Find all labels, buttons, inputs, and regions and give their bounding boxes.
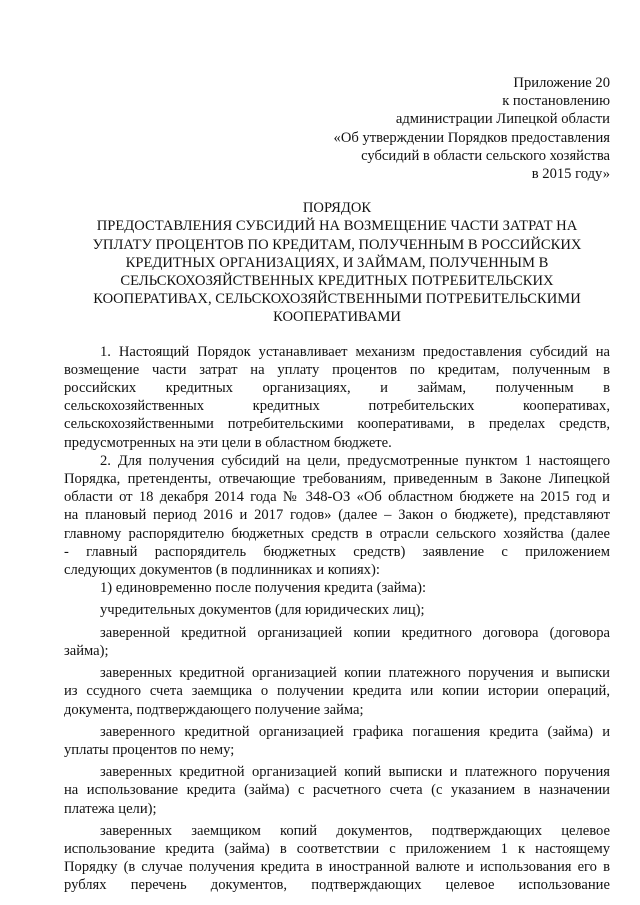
text-line: заверенного кредитной организацией графика погашения кредита (займа) и: [100, 723, 610, 740]
word: сельскохозяйственных: [64, 398, 205, 415]
paragraph-2: [64, 452, 610, 579]
word: российских: [64, 380, 137, 397]
word: документов,: [210, 877, 288, 894]
text-line: использование кредита (займа) в соответствии с приложением 1 к настоящему: [64, 840, 610, 857]
text-line: Порядка, претенденты, отвечающие требованиям, приведенным в Законе Липецкой: [64, 471, 610, 488]
document-page: [64, 74, 610, 895]
word: потребительских: [368, 398, 475, 415]
text-line: главному распорядителю бюджетных средств в отрасли сельского хозяйства (далее: [64, 525, 610, 542]
text-line-spaced: [64, 379, 610, 397]
text-line: заверенной кредитной организацией копии кредитного договора (договора: [100, 624, 610, 641]
word: подтверждающих: [311, 877, 422, 894]
title-line: СЕЛЬСКОХОЗЯЙСТВЕННЫХ КРЕДИТНЫХ ПОТРЕБИТЕЛЬСКИХ: [120, 273, 554, 290]
paragraph-1: [64, 343, 610, 452]
title-line: КРЕДИТНЫХ ОРГАНИЗАЦИЯХ, И ЗАЙМАМ, ПОЛУЧЕННЫМ В: [125, 254, 549, 271]
document-title: [64, 199, 610, 326]
word: использование: [518, 877, 610, 894]
text-line: из ссудного счета заемщика о получении кредита или копии истории операций,: [64, 683, 610, 700]
header-line: в 2015 году»: [531, 166, 610, 183]
text-line: заверенных кредитной организацией копий выписки и платежного поручения: [100, 764, 610, 781]
document-list-item: [64, 822, 610, 895]
text-line: учредительных документов (для юридических лиц);: [100, 602, 425, 619]
word: кредитных: [252, 398, 320, 415]
text-line: заверенных кредитной организацией копии платежного поручения и выписки: [100, 665, 610, 682]
text-line: документа, подтверждающего получение займа;: [64, 701, 364, 718]
header-line: субсидий в области сельского хозяйства: [361, 147, 610, 164]
title-line: КООПЕРАТИВАХ, СЕЛЬСКОХОЗЯЙСТВЕННЫМИ ПОТРЕБИТЕЛЬСКИМИ: [93, 291, 581, 308]
document-list-item: [64, 601, 610, 619]
text-line: Порядку (в случае получения кредита в иностранной валюте и использования его в: [64, 859, 610, 876]
word: займам,: [417, 380, 467, 397]
text-line: на плановый период 2016 и 2017 годов» (далее – Закон о бюджете), представляют: [64, 507, 610, 524]
text-line-spaced: [64, 876, 610, 894]
header-line: «Об утверждении Порядков предоставления: [333, 129, 610, 146]
word: рублях: [64, 877, 107, 894]
text-line: займа);: [64, 642, 109, 659]
word: целевое: [445, 877, 495, 894]
document-list-item: [64, 579, 610, 597]
header-line: к постановлению: [502, 93, 610, 110]
text-line: следующих документов (в подлинниках и копиях):: [64, 562, 380, 579]
document-list-item: [64, 763, 610, 818]
title-line: УПЛАТУ ПРОЦЕНТОВ ПО КРЕДИТАМ, ПОЛУЧЕННЫМ В РОССИЙСКИХ: [92, 236, 582, 253]
document-list-item: [64, 723, 610, 759]
text-line: заверенных заемщиком копий документов, подтверждающих целевое: [100, 822, 610, 839]
document-list-item: [64, 664, 610, 719]
text-line: 1) единовременно после получения кредита (займа):: [100, 580, 427, 597]
title-line: ПОРЯДОК: [302, 200, 372, 217]
text-line-spaced: [64, 397, 610, 415]
word: полученным: [495, 380, 574, 397]
text-line: - главный распорядитель бюджетных средств) заявление с приложением: [64, 543, 610, 560]
word: кооперативах,: [523, 398, 610, 415]
word: организациях,: [262, 380, 351, 397]
text-line: возмещение части затрат на уплату процентов по кредитам, полученным в: [64, 361, 610, 378]
title-line: КООПЕРАТИВАМИ: [273, 309, 401, 326]
word: кредитных: [165, 380, 233, 397]
text-line: уплаты процентов по нему;: [64, 741, 235, 758]
text-line: области от 18 декабря 2014 года № 348-ОЗ «Об областном бюджете на 2015 год и: [64, 489, 610, 506]
text-line: на использование кредита (займа) с расчетного счета (с указанием в назначении: [64, 782, 610, 799]
text-line: сельскохозяйственными потребительскими кооперативами, в пределах средств,: [64, 416, 610, 433]
document-list-item: [64, 624, 610, 660]
text-line: 2. Для получения субсидий на цели, предусмотренные пунктом 1 настоящего: [100, 452, 610, 469]
header-line: Приложение 20: [513, 75, 610, 91]
appendix-header: [64, 74, 610, 183]
word: в: [603, 380, 610, 397]
text-line: предусмотренных на эти цели в областном бюджете.: [64, 434, 392, 451]
title-line: ПРЕДОСТАВЛЕНИЯ СУБСИДИЙ НА ВОЗМЕЩЕНИЕ ЧАСТИ ЗАТРАТ НА: [96, 218, 578, 235]
word: и: [380, 380, 388, 397]
word: перечень: [130, 877, 187, 894]
text-line: платежа цели);: [64, 800, 157, 817]
text-line: 1. Настоящий Порядок устанавливает механизм предоставления субсидий на: [100, 343, 610, 360]
header-line: администрации Липецкой области: [395, 111, 610, 128]
